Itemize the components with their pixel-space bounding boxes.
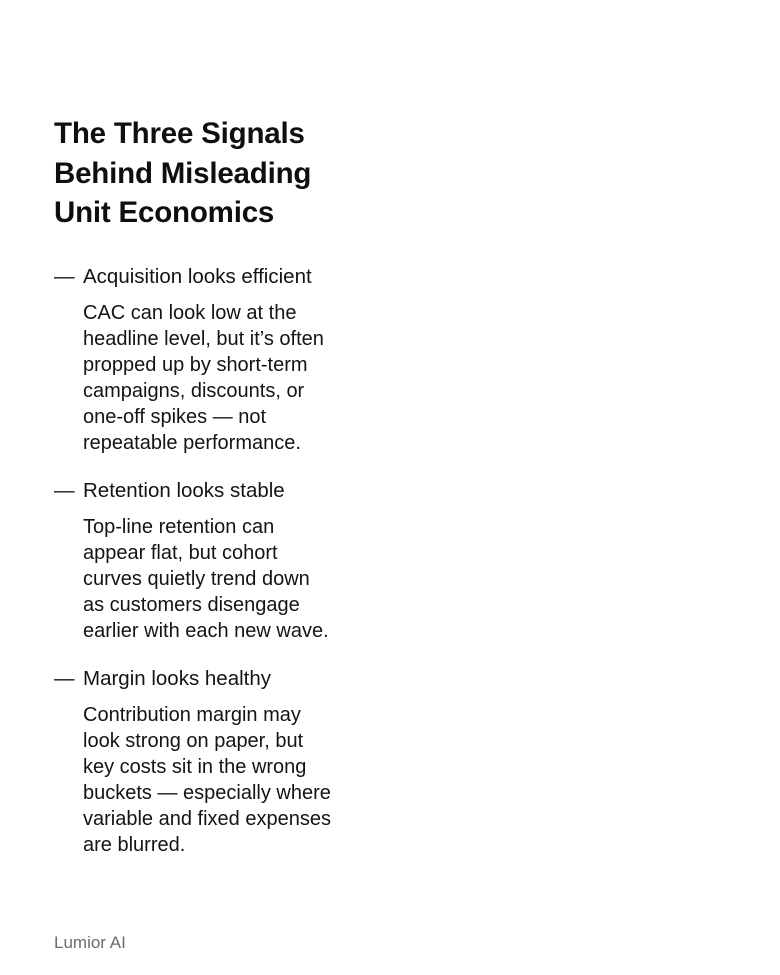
body-line: Contribution margin may bbox=[83, 703, 301, 726]
signal-acquisition bbox=[54, 264, 384, 456]
signal-retention bbox=[54, 478, 384, 644]
title-line: Unit Economics bbox=[54, 196, 275, 229]
body-line: earlier with each new wave. bbox=[83, 619, 329, 642]
footer-brand: Lumior AI bbox=[54, 933, 126, 952]
dash-bullet: — bbox=[54, 666, 75, 690]
body-line: headline level, but it’s often bbox=[83, 327, 324, 350]
body-line: key costs sit in the wrong bbox=[83, 755, 307, 778]
title-line: Behind Misleading bbox=[54, 156, 312, 190]
signal-heading-row bbox=[54, 666, 384, 692]
body-line: curves quietly trend down bbox=[83, 567, 310, 590]
body-line: look strong on paper, but bbox=[83, 729, 304, 752]
body-line: as customers disengage bbox=[83, 593, 300, 616]
signal-margin bbox=[54, 666, 384, 858]
body-line: variable and fixed expenses bbox=[83, 807, 331, 830]
signal-heading: Acquisition looks efficient bbox=[83, 264, 312, 288]
body-line: campaigns, discounts, or bbox=[83, 379, 305, 402]
dash-bullet: — bbox=[54, 264, 75, 288]
dash-bullet: — bbox=[54, 478, 75, 502]
document-content bbox=[54, 114, 384, 880]
signal-heading-row bbox=[54, 478, 384, 504]
body-line: repeatable performance. bbox=[83, 431, 301, 454]
signal-heading: Retention looks stable bbox=[83, 478, 285, 502]
body-line: appear flat, but cohort bbox=[83, 541, 278, 564]
body-line: one-off spikes — not bbox=[83, 405, 267, 428]
body-line: are blurred. bbox=[83, 833, 186, 856]
body-line: Top-line retention can bbox=[83, 515, 275, 538]
body-line: propped up by short-term bbox=[83, 353, 308, 376]
signal-heading-row bbox=[54, 264, 384, 290]
title-line: The Three Signals bbox=[54, 117, 305, 150]
signal-heading: Margin looks healthy bbox=[83, 666, 272, 690]
signal-body bbox=[83, 300, 384, 456]
signal-body bbox=[83, 514, 384, 644]
signals-list bbox=[54, 264, 384, 858]
page-title bbox=[54, 114, 384, 233]
signal-body bbox=[83, 702, 384, 858]
body-line: buckets — especially where bbox=[83, 781, 331, 804]
body-line: CAC can look low at the bbox=[83, 301, 297, 324]
